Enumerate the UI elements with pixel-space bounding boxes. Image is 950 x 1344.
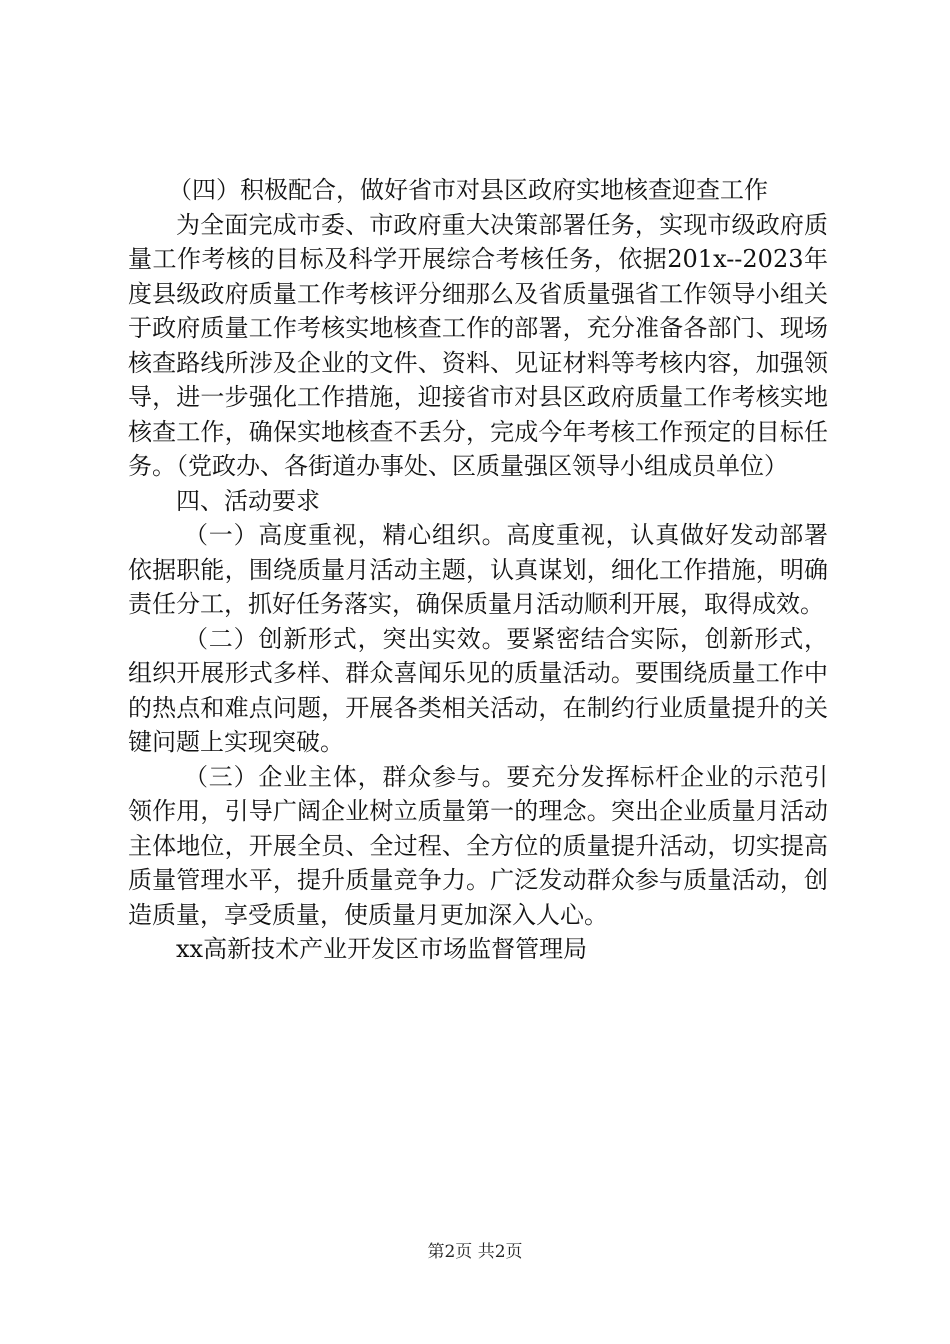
section-heading-requirements: 四、活动要求: [176, 486, 320, 515]
requirement-item-1: （一）高度重视，精心组织。高度重视，认真做好发动部署依据职能，围绕质量月活动主题，认真谋划，细化工作措施，明确责任分工，抓好任务落实，确保质量月活动顺利开展，取得成效。: [128, 521, 828, 618]
page-footer: 第2页 共2页: [427, 1242, 523, 1262]
issuer-signature: xx高新技术产业开发区市场监督管理局: [176, 935, 588, 963]
requirement-item-2: （二）创新形式，突出实效。要紧密结合实际，创新形式，组织开展形式多样、群众喜闻乐见的质量活动。要围绕质量工作中的热点和难点问题，开展各类相关活动，在制约行业质量提升的关键问题上实现突破。: [128, 624, 828, 756]
section-heading-4: （四）积极配合，做好省市对县区政府实地核查迎查工作: [168, 176, 768, 204]
paragraph-verification: 为全面完成市委、市政府重大决策部署任务，实现市级政府质量工作考核的目标及科学开展综合考核任务，依据201x--2023年度县级政府质量工作考核评分细那么及省质量强省工作领导小组关于政府质量工作考核实地核查工作的部署，充分准备各部门、现场核查路线所涉及企业的文件、资料、见证材料等考核内容，加强领导，进一步强化工作措施，迎接省市对县区政府质量工作考核实地核查工作，确保实地核查不丢分，完成今年考核工作预定的目标任务。（党政办、各街道办事处、区质量强区领导小组成员单位）: [128, 210, 828, 480]
document-body: [128, 173, 828, 967]
requirement-item-3: （三）企业主体，群众参与。要充分发挥标杆企业的示范引领作用，引导广阔企业树立质量第一的理念。突出企业质量月活动主体地位，开展全员、全过程、全方位的质量提升活动，切实提高质量管理水平，提升质量竞争力。广泛发动群众参与质量活动，创造质量，享受质量，使质量月更加深入人心。: [128, 762, 828, 929]
